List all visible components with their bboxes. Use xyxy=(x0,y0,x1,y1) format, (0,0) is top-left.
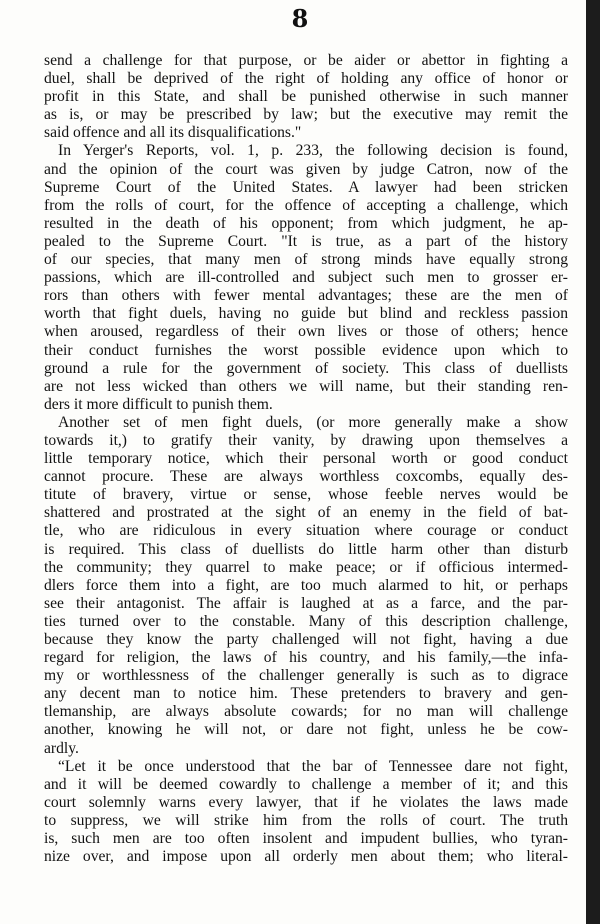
text-line: of our species, that many men of strong minds have equally strong xyxy=(44,251,568,269)
text-line: is required. This class of duellists do little harm other than disturb xyxy=(44,540,568,558)
text-line: is, such men are too often insolent and impudent bullies, who tyran- xyxy=(44,830,568,848)
text-line: from the rolls of court, for the offence of accepting a challenge, which xyxy=(44,196,568,214)
text-line: dlers force them into a fight, are too much alarmed to hit, or perhaps xyxy=(44,576,568,594)
text-line: and it will be deemed cowardly to challenge a member of it; and this xyxy=(44,775,568,793)
text-line: worth that fight duels, having no guide but blind and reckless passion xyxy=(44,305,568,323)
text-line: ground a rule for the government of society. This class of duellists xyxy=(44,359,568,377)
text-line: any decent man to notice him. These pretenders to bravery and gen- xyxy=(44,685,568,703)
text-line: court solemnly warns every lawyer, that if he violates the laws made xyxy=(44,793,568,811)
text-line: little temporary notice, which their personal worth or good conduct xyxy=(44,450,568,468)
text-line: Another set of men fight duels, (or more generally make a show xyxy=(58,413,568,431)
text-line: and the opinion of the court was given by judge Catron, now of the xyxy=(44,160,568,178)
text-line: resulted in the death of his opponent; from which judgment, he ap- xyxy=(44,214,568,232)
text-line: send a challenge for that purpose, or be aider or abettor in fighting a xyxy=(44,52,568,69)
scan-edge-shadow xyxy=(586,0,600,924)
text-line: Supreme Court of the United States. A lawyer had been stricken xyxy=(44,178,568,196)
text-line: shattered and prostrated at the sight of an enemy in the field of bat- xyxy=(44,504,568,522)
text-line: another, knowing he will not, or dare not fight, unless he be cow- xyxy=(44,721,568,739)
text-line: towards it,) to gratify their vanity, by drawing upon themselves a xyxy=(44,431,568,449)
text-line: tlemanship, are always absolute cowards; for no man will challenge xyxy=(44,703,568,721)
text-line: ders it more difficult to punish them. xyxy=(44,395,273,413)
text-line: “Let it be once understood that the bar of Tennessee dare not fight, xyxy=(58,757,568,775)
text-line: their conduct furnishes the worst possible evidence upon which to xyxy=(44,341,568,359)
text-line: ties turned over to the constable. Many of this description challenge, xyxy=(44,612,568,630)
text-line: because they know the party challenged will not fight, having a due xyxy=(44,631,568,648)
text-line: ardly. xyxy=(44,739,79,757)
text-line: the community; they quarrel to make peace; or if officious intermed- xyxy=(44,558,568,576)
text-line: are not less wicked than others we will name, but their standing ren- xyxy=(44,377,568,395)
text-line: as is, or may be prescribed by law; but the executive may remit the xyxy=(44,106,568,124)
text-line: when aroused, regardless of their own lives or those of others; hence xyxy=(44,323,568,341)
text-line: nize over, and impose upon all orderly men about them; who literal- xyxy=(44,848,568,866)
text-line: rors than others with fewer mental advantages; these are the men of xyxy=(44,287,568,305)
text-line: tle, who are ridiculous in every situation where courage or conduct xyxy=(44,522,568,540)
text-line: duel, shall be deprived of the right of holding any office of honor or xyxy=(44,70,568,88)
text-line: passions, which are ill-controlled and subject such men to grosser er- xyxy=(44,269,568,287)
text-line: profit in this State, and shall be punished otherwise in such manner xyxy=(44,88,568,106)
text-line: see their antagonist. The affair is laughed at as a farce, and the par- xyxy=(44,594,568,612)
text-line: my or worthlessness of the challenger generally is such as to digrace xyxy=(44,667,568,685)
page-number: 8 xyxy=(291,4,309,33)
text-line: said offence and all its disqualifications." xyxy=(44,124,302,142)
text-line: cannot procure. These are always worthless coxcombs, equally des- xyxy=(44,468,568,486)
text-line: to suppress, we will strike him from the rolls of court. The truth xyxy=(44,811,568,829)
body-text xyxy=(44,52,568,866)
text-line: In Yerger's Reports, vol. 1, p. 233, the following decision is found, xyxy=(58,142,568,160)
text-line: regard for religion, the laws of his country, and his family,—the infa- xyxy=(44,649,568,667)
text-line: pealed to the Supreme Court. "It is true, as a part of the history xyxy=(44,232,568,250)
text-line: titute of bravery, virtue or sense, whose feeble nerves would be xyxy=(44,486,568,504)
